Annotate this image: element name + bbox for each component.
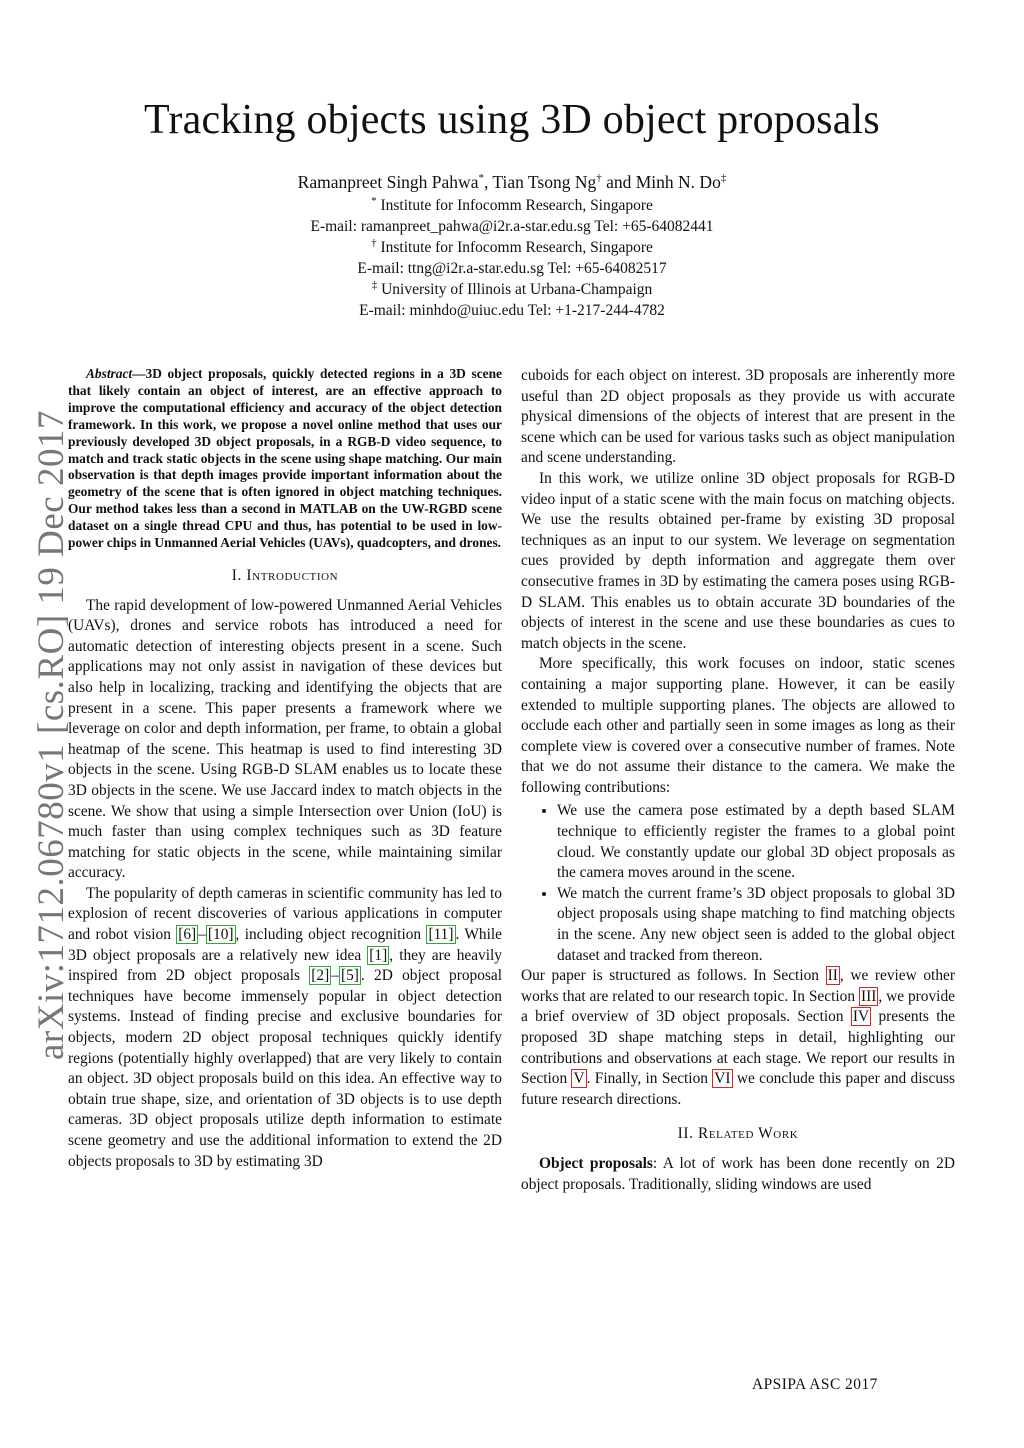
citation-link[interactable]: [10] [207,926,234,944]
right-column [521,366,955,1195]
citation-link[interactable]: [5] [340,967,359,985]
affiliation-text: University of Illinois at Urbana-Champaign [377,281,653,298]
section-heading-related-work [521,1124,955,1145]
citation-link[interactable]: [6] [178,926,197,944]
section-title: Related Work [698,1125,799,1143]
abstract-text: 3D object proposals, quickly detected regions in a 3D scene that likely contain an object of interest, are an effective approach to improve the computational efficiency and accuracy of the object detection framework. In this work, we propose a novel online method that uses our previously developed 3D object proposals, in a RGB-D video sequence, to match and track static objects in the scene using shape matching. Our main observation is that depth images provide important information about the geometry of the scene that is often ignored in object matching techniques. Our method takes less than a second in MATLAB on the UW-RGBD scene dataset on a single thread CPU and thus, has potential to be used in low-power chips in Unmanned Aerial Vehicles (UAVs), quadcopters, and drones. [68,366,502,551]
affiliation-text: Institute for Infocomm Research, Singapore [376,197,653,214]
affiliation-mark: * [371,194,377,207]
author-mark: † [596,172,602,185]
text-run: . While 3D object proposals are a relatively new idea [68,926,502,964]
paragraph-lead: Object proposals [539,1154,653,1172]
affiliations [0,195,1024,321]
section-link[interactable]: IV [852,1008,870,1026]
section-link[interactable]: III [860,987,877,1005]
arxiv-stamp: arXiv:1712.06780v1 [cs.RO] 19 Dec 2017 [31,410,72,1060]
citation-link[interactable]: [11] [428,926,454,944]
citation-link[interactable]: [1] [369,946,388,964]
author-conjunction: and [601,172,636,192]
contribution-item: • We match the current frame’s 3D object proposals to global 3D object proposals using shape matching to find matching objects in the scene. Any new object seen is added to the global object dataset and tracked from thereon. [557,884,955,966]
author-mark: * [478,172,484,185]
paper-title: Tracking objects using 3D object proposals [144,97,880,143]
conference-footer: APSIPA ASC 2017 [752,1376,878,1393]
text-run: , including object recognition [235,926,427,944]
section-number: I. [231,566,247,584]
author-name: Ramanpreet Singh Pahwa [297,172,479,192]
text-run: , we provide a brief overview of 3D object proposals. Section [521,987,955,1026]
affiliation-line [0,279,1024,300]
section-title: Introduction [246,566,339,584]
abstract-dash: — [132,366,146,381]
text-run: – [198,926,206,944]
affiliation-text: Institute for Infocomm Research, Singapore [376,239,653,256]
affiliation-email: E-mail: ramanpreet_pahwa@i2r.a-star.edu.sg Tel: +65-64082441 [310,218,714,235]
text-run: presents the proposed 3D shape matching steps in detail, highlighting our contributions and observations at each stage. We report our results in Section [521,1008,955,1088]
text-run: . Finally, in Section [586,1070,713,1088]
section-number: II. [677,1125,698,1143]
intro-paragraph: The rapid development of low-powered Unmanned Aerial Vehicles (UAVs), drones and service robots has introduced a need for automatic detection of interesting objects present in a scene. Such applications may not only assist in navigation of these devices but also help in localizing, tracking and identifying the objects that are present in a scene. This paper presents a framework where we leverage on color and depth information, per frame, to obtain a global heatmap of the scene. This heatmap is used to find interesting 3D objects in the scene. Using RGB-D SLAM enables us to locate these 3D objects in the scene. We use Jaccard index to match objects in the scene. We show that using a simple Intersection over Union (IoU) is much faster than using complex techniques such as 3D feature matching for static objects in the scene, while maintaining similar accuracy. [68,596,502,882]
author-line [0,172,1024,193]
left-column [68,366,502,1172]
author-mark: ‡ [720,172,727,185]
intro-paragraph: In this work, we utilize online 3D object proposals for RGB-D video input of a static scene with the main focus on matching objects. We use the results obtained per-frame by existing 3D proposal techniques as an input to our system. We leverage on segmentation cues provided by depth information and aggregate them over consecutive frames in 3D by estimating the camera poses using RGB-D SLAM. This enables us to obtain accurate 3D boundaries of the objects of interest in the scene and use these boundaries as cues to match objects in the scene. [521,469,955,652]
text-run: The popularity of depth cameras in scientific community has led to explosion of recent discoveries of various applications in computer and robot vision [68,884,502,944]
intro-paragraph: cuboids for each object on interest. 3D proposals are inherently more useful than 2D object proposals as they provide us with accurate physical dimensions of the objects of interest that are present in the scene which can be used for various tasks such as object manipulation and scene understanding. [521,367,955,467]
affiliation-line [0,195,1024,216]
citation-link[interactable]: [2] [311,967,330,985]
affiliation-mark: ‡ [371,278,378,291]
section-link[interactable]: VI [714,1070,731,1088]
affiliation-email: E-mail: minhdo@uiuc.edu Tel: +1-217-244-4782 [359,302,665,319]
contribution-item: • We use the camera pose estimated by a depth based SLAM technique to efficiently register the frames to a global point cloud. We constantly update our global 3D object proposals as the camera moves around in the scene. [557,801,955,883]
intro-paragraph: More specifically, this work focuses on indoor, static scenes containing a major supporting plane. However, it can be easily extended to multiple supporting planes. The objects are allowed to occlude each other and partially seen in some images as long as their complete view is covered over a consecutive number of frames. Note that we do not assume their distance to the camera. We make the following contributions: [521,655,955,796]
author-name: Minh N. Do [635,172,721,192]
contributions-list [521,801,955,966]
section-link[interactable]: II [827,967,838,985]
text-run: , they are heavily inspired from 2D object proposals [68,946,502,985]
paper-structure-paragraph [521,966,955,1110]
section-heading-introduction [68,566,502,587]
section-link[interactable]: V [573,1070,585,1088]
abstract [68,366,502,552]
text-run: . 2D object proposal techniques have become immensely popular in object detection systems. Instead of finding precise and exclusive boundaries for objects, modern 2D object proposal techniques quickly identify regions (potentially highly overlapped) that are very likely to contain an object. 3D object proposals build on this idea. An effective way to obtain true shape, size, and orientation of 3D objects is to use depth cameras. 3D object proposals utilize depth information to estimate scene geometry and use the additional information to extend the 2D objects proposals to 3D by estimating 3D [68,967,502,1170]
affiliation-line [0,237,1024,258]
intro-paragraph [68,884,502,1172]
text-run: – [331,967,339,985]
text-run: , we review other works that are related to our research topic. In Section [521,967,955,1005]
text-run: Our paper is structured as follows. In Section [521,967,826,985]
author-separator: , [483,172,493,192]
text-run: : A lot of work has been done recently on 2D object proposals. Traditionally, sliding windows are used [521,1154,955,1193]
abstract-label: Abstract [86,366,133,381]
text-run: we conclude this paper and discuss future research directions. [521,1070,956,1108]
related-work-paragraph [521,1154,955,1195]
affiliation-email: E-mail: ttng@i2r.a-star.edu.sg Tel: +65-64082517 [357,260,667,277]
affiliation-mark: † [371,236,377,249]
author-name: Tian Tsong Ng [492,172,597,192]
